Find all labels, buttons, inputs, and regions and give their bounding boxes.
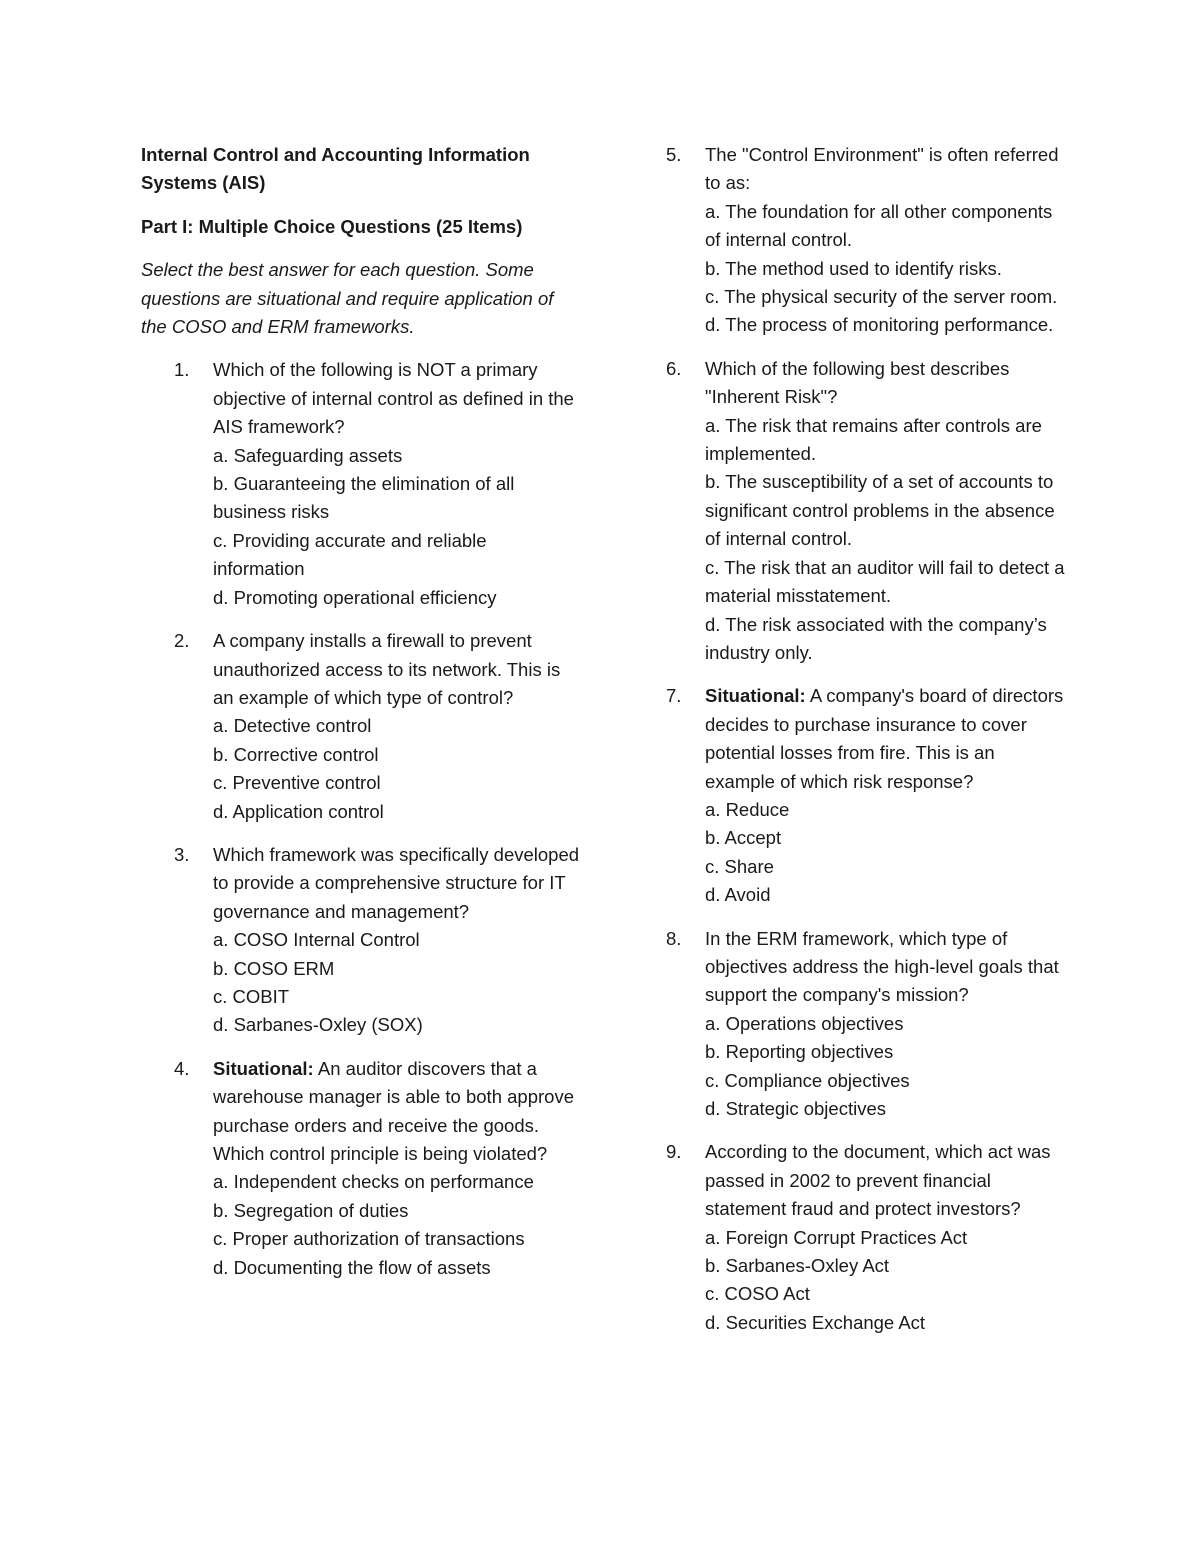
question-text: Which framework was specifically developed to provide a comprehensive structure for IT governance and management? — [213, 843, 580, 922]
question-8 — [666, 925, 1066, 1124]
question-body — [705, 925, 1066, 1124]
question-body — [213, 356, 581, 612]
option-b: b. Sarbanes-Oxley Act — [705, 1255, 890, 1277]
option-d: d. The risk associated with the company’s industry only. — [705, 613, 1047, 663]
question-text: Which of the following is NOT a primary objective of internal control as defined in the AIS framework? — [213, 359, 574, 438]
option-c: c. Proper authorization of transactions — [213, 1228, 525, 1250]
option-b: b. Accept — [705, 827, 782, 849]
option-b: b. The susceptibility of a set of accounts to significant control problems in the absence of internal control. — [705, 471, 1055, 550]
question-number: 5. — [666, 144, 682, 165]
question-text: According to the document, which act was passed in 2002 to prevent financial statement fraud and protect investors? — [705, 1141, 1051, 1220]
option-c: c. The risk that an auditor will fail to detect a material misstatement. — [705, 556, 1065, 607]
option-b: b. The method used to identify risks. — [705, 257, 1002, 279]
question-number: 9. — [666, 1141, 682, 1163]
instructions: Select the best answer for each question. Some questions are situational and require application of the COSO and ERM frameworks. — [141, 259, 554, 338]
question-body — [213, 627, 581, 826]
option-c: c. The physical security of the server room. — [705, 286, 1058, 308]
question-body — [705, 141, 1066, 340]
option-c: c. Providing accurate and reliable information — [213, 529, 487, 580]
option-c: c. Share — [705, 855, 774, 877]
option-a: a. Detective control — [213, 715, 372, 737]
option-a: a. Safeguarding assets — [213, 444, 403, 466]
option-d: d. Promoting operational efficiency — [213, 586, 497, 608]
option-d: d. Application control — [213, 800, 384, 822]
option-c: c. COBIT — [213, 985, 290, 1007]
question-number: 8. — [666, 927, 682, 949]
question-text: Which of the following best describes "Inherent Risk"? — [705, 357, 1010, 408]
question-text: A company's board of directors decides to purchase insurance to cover potential losses from fire. This is an example of which risk response? — [705, 685, 1064, 792]
option-b: b. Segregation of duties — [213, 1199, 409, 1221]
question-body — [213, 841, 581, 1040]
question-3 — [141, 841, 581, 1040]
option-a: a. Foreign Corrupt Practices Act — [705, 1226, 968, 1248]
question-9 — [666, 1138, 1066, 1337]
question-text: A company installs a firewall to prevent unauthorized access to its network. This is an example of which type of control? — [213, 630, 561, 708]
question-text: In the ERM framework, which type of objectives address the high-level goals that support the company's mission? — [705, 927, 1059, 1006]
option-a: a. Operations objectives — [705, 1012, 904, 1034]
option-c: c. COSO Act — [705, 1283, 810, 1305]
option-b: b. Reporting objectives — [705, 1041, 894, 1063]
question-body — [705, 355, 1066, 667]
option-b: b. Corrective control — [213, 743, 379, 765]
question-number: 3. — [174, 843, 190, 865]
question-number: 1. — [174, 359, 190, 381]
option-d: d. The process of monitoring performance. — [705, 314, 1054, 336]
part-heading: Part I: Multiple Choice Questions (25 Items) — [141, 215, 523, 237]
question-number: 4. — [174, 1057, 190, 1079]
situational-label: Situational: — [213, 1057, 314, 1079]
option-d: d. Strategic objectives — [705, 1098, 886, 1119]
question-body — [705, 682, 1066, 909]
question-body — [705, 1138, 1066, 1337]
option-a: a. Independent checks on performance — [213, 1171, 534, 1193]
question-1 — [141, 356, 581, 612]
question-text: An auditor discovers that a warehouse manager is able to both approve purchase orders and receive the goods. Which control principle is being violated? — [213, 1057, 574, 1164]
question-7 — [666, 682, 1066, 909]
option-a: a. Reduce — [705, 798, 790, 820]
option-a: a. The foundation for all other components of internal control. — [705, 200, 1053, 251]
option-d: d. Documenting the flow of assets — [213, 1256, 491, 1278]
left-column — [141, 141, 581, 1282]
question-number: 7. — [666, 685, 682, 707]
option-d: d. Avoid — [705, 884, 771, 906]
question-5 — [666, 141, 1066, 340]
option-b: b. COSO ERM — [213, 957, 335, 979]
situational-label: Situational: — [705, 685, 806, 707]
question-body — [213, 1055, 581, 1282]
question-number: 2. — [174, 630, 190, 652]
question-2 — [141, 627, 581, 826]
option-a: a. The risk that remains after controls are implemented. — [705, 414, 1042, 465]
option-c: c. Preventive control — [213, 772, 381, 794]
option-c: c. Compliance objectives — [705, 1069, 910, 1091]
question-text: The "Control Environment" is often referred to as: — [705, 144, 1059, 194]
question-number: 6. — [666, 357, 682, 379]
option-d: d. Securities Exchange Act — [705, 1311, 926, 1333]
option-a: a. COSO Internal Control — [213, 929, 420, 951]
question-6 — [666, 355, 1066, 667]
option-b: b. Guaranteeing the elimination of all business risks — [213, 473, 515, 523]
option-d: d. Sarbanes-Oxley (SOX) — [213, 1014, 423, 1036]
question-4 — [141, 1055, 581, 1282]
right-column — [666, 141, 1066, 1337]
document-title: Internal Control and Accounting Information Systems (AIS) — [141, 144, 530, 194]
